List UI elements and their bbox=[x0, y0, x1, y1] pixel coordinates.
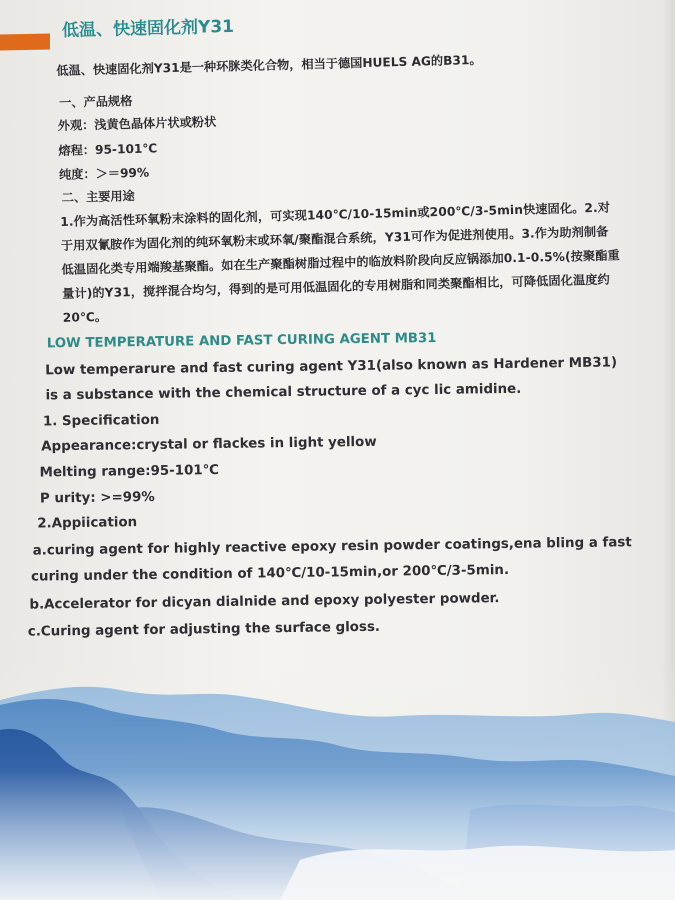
en-spec-heading: 1. Specification bbox=[42, 412, 160, 430]
cn-section2-heading: 二、主要用途 bbox=[61, 188, 135, 205]
en-purity: P urity: >=99% bbox=[39, 489, 155, 507]
en-application-a-line-1: a.curing agent for highly reactive epoxy resin powder coatings,ena bling a fast bbox=[32, 535, 632, 559]
cn-section1-heading: 一、产品规格 bbox=[58, 94, 133, 110]
mist-swirl bbox=[280, 846, 675, 900]
cn-melting-range: 熔程：95-101℃ bbox=[58, 141, 158, 158]
en-melting-range: Melting range:95-101℃ bbox=[39, 462, 220, 481]
mountain-landscape-illustration bbox=[0, 660, 675, 900]
cn-purity: 纯度：＞＝99% bbox=[58, 165, 150, 182]
en-application-c: c.Curing agent for adjusting the surface gloss. bbox=[27, 619, 381, 640]
en-title: LOW TEMPERATURE AND FAST CURING AGENT MB31 bbox=[46, 330, 437, 352]
en-application-b: b.Accelerator for dicyan dialnide and epoxy polyester powder. bbox=[29, 591, 500, 613]
en-intro-line-1: Low temperarure and fast curing agent Y31(also known as Hardener MB31) bbox=[45, 355, 618, 379]
en-application-heading: 2.Appiication bbox=[37, 515, 138, 532]
en-intro-line-2: is a substance with the chemical structure of a cyc lic amidine. bbox=[45, 381, 522, 404]
cn-usage-paragraph: 1.作为高活性环氧粉末涂料的固化剂，可实现140℃/10-15min或200℃/3-5min快速固化。2.对于用双氰胺作为固化剂的纯环氧粉末或环氧/聚酯混合系统，Y31可作为促进剂使用。3.作为助剂制备低温固化类专用端羧基聚酯。如在生产聚酯树脂过程中的临放料阶段向反应锅添加0.1-0.5%(按聚酯重量计)的Y31，搅拌混合均匀，得到的是可用低温固化的专用树脂和同类聚酯相比，可降低固化温度约20℃。 bbox=[60, 200, 620, 325]
cn-title: 低温、快速固化剂Y31 bbox=[61, 16, 235, 41]
cn-appearance: 外观：浅黄色晶体片状或粉状 bbox=[57, 114, 217, 133]
en-application-a-line-2: curing under the condition of 140℃/10-15min,or 200℃/3-5min. bbox=[30, 562, 510, 585]
en-appearance: Appearance:crystal or flackes in light yellow bbox=[41, 434, 377, 455]
cn-intro: 低温、快速固化剂Y31是一种环脒类化合物，相当于德国HUELS AG的B31。 bbox=[56, 52, 482, 78]
